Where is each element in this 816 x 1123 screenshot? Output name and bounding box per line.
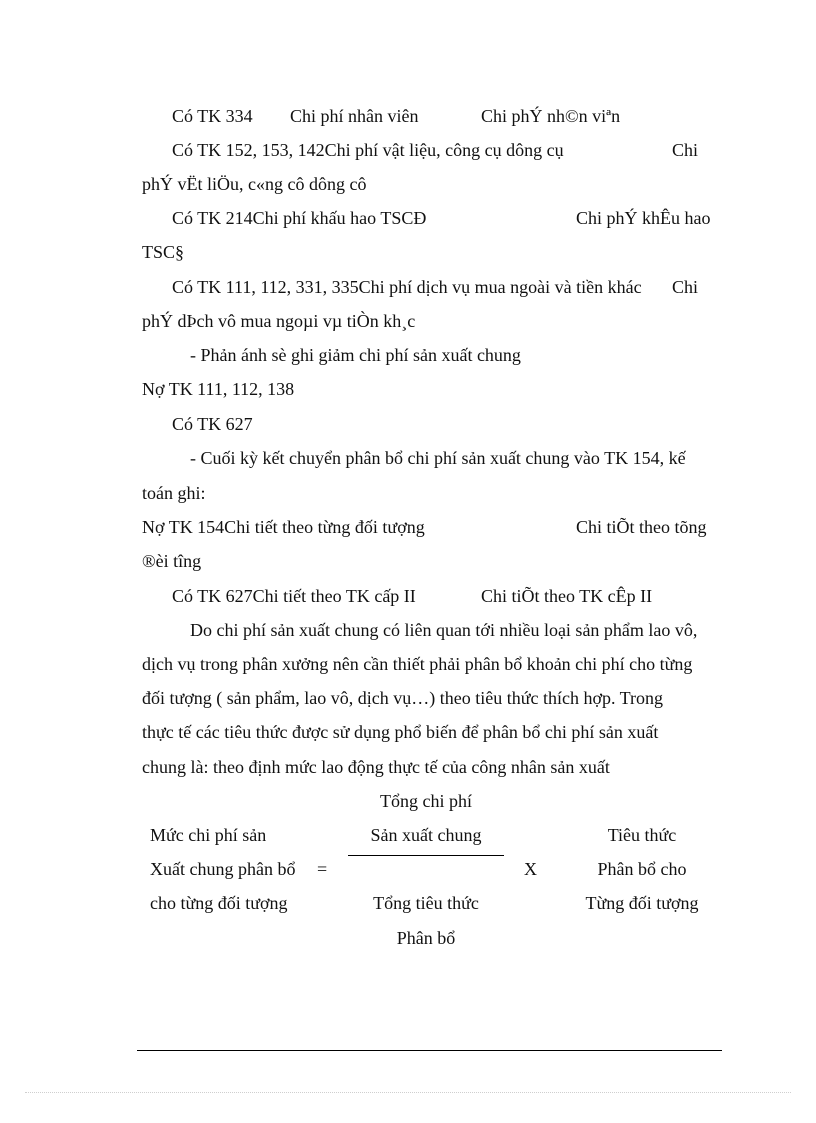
text-line: phÝ vËt liÖu, c«ng cô dông cô: [142, 174, 367, 194]
formula-numerator-line2: Sản xuất chung: [370, 825, 482, 845]
formula-denominator-line2: Phân bổ: [396, 928, 456, 948]
footer-rule: [137, 1050, 722, 1051]
paragraph-line: chung là: theo định mức lao động thực tế của công nhân sản xuất: [142, 757, 610, 777]
paragraph-line: dịch vụ trong phân xưởng nên cần thiết phải phân bổ khoản chi phí cho từng: [142, 654, 693, 674]
formula-numerator-line1: Tổng chi phí: [380, 791, 472, 811]
paragraph-line: đối tượng ( sản phẩm, lao vô, dịch vụ…) theo tiêu thức thích hợp. Trong: [142, 688, 663, 708]
text-line-content: - Cuối kỳ kết chuyển phân bổ chi phí sản xuất chung vào TK 154, kế: [190, 448, 686, 468]
text-line: Chi: [672, 277, 699, 297]
text-line: Chi: [672, 140, 699, 160]
text-line: Chi tiÕt theo tõng: [576, 517, 707, 537]
text-line: Chi phÝ khÊu hao: [576, 208, 711, 228]
fraction-bar: [348, 855, 504, 856]
text-line: Chi tiÕt theo TK cÊp II: [481, 586, 653, 606]
text-line: Có TK 214Chi phí khấu hao TSCĐ: [172, 208, 427, 228]
text-line: TSC§: [142, 242, 185, 262]
text-line: Có TK 627: [172, 414, 253, 434]
paragraph-line: Do chi phí sản xuất chung có liên quan tới nhiều loại sản phẩm lao vô,: [190, 620, 698, 640]
text-line: [190, 447, 720, 469]
text-line: Chi phí nhân viên: [290, 106, 419, 126]
formula-denominator-line1: Tổng tiêu thức: [373, 893, 479, 913]
formula-right-line2: Phân bổ cho: [597, 859, 687, 879]
formula-left-line2: Xuất chung phân bổ: [150, 859, 296, 879]
text-line: Có TK 627Chi tiết theo TK cấp II: [172, 586, 416, 606]
formula-left-line1: Mức chi phí sản: [150, 825, 267, 845]
text-line: Có TK 334: [172, 106, 253, 126]
text-line: Nợ TK 154Chi tiết theo từng đối tượng: [142, 517, 425, 537]
text-line: Có TK 152, 153, 142Chi phí vật liệu, công cụ dông cụ: [172, 140, 564, 160]
text-line: ®èi tîng: [142, 551, 202, 571]
text-line: Chi phÝ nh©n viªn: [481, 106, 621, 126]
multiply-sign: X: [524, 859, 537, 879]
text-line: Có TK 111, 112, 331, 335Chi phí dịch vụ mua ngoài và tiền khác: [172, 277, 642, 297]
paragraph-line: thực tế các tiêu thức được sử dụng phổ biến để phân bổ chi phí sản xuất: [142, 722, 659, 742]
page-bottom-dotted-line: [25, 1092, 791, 1093]
text-line: - Phản ánh sè ghi giảm chi phí sản xuất chung: [190, 345, 521, 365]
equals-sign: =: [317, 859, 328, 879]
text-line: phÝ dÞch vô mua ngoµi vµ tiÒn kh¸c: [142, 311, 416, 331]
text-line: toán ghi:: [142, 483, 206, 503]
formula-left-line3: cho từng đối tượng: [150, 893, 288, 913]
text-line: Nợ TK 111, 112, 138: [142, 379, 295, 399]
formula-right-line1: Tiêu thức: [607, 825, 677, 845]
formula-right-line3: Từng đối tượng: [585, 893, 699, 913]
